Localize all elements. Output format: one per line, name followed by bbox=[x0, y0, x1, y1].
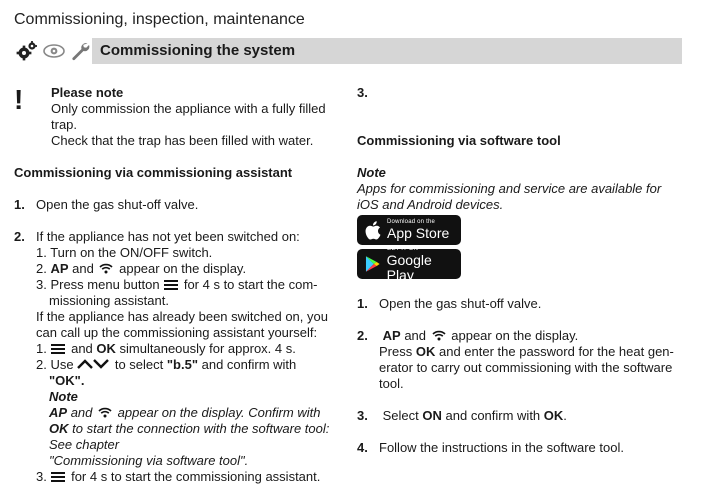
note-title: Note bbox=[357, 165, 386, 180]
warning-mark: ! bbox=[14, 84, 24, 115]
google-play-badge[interactable] bbox=[357, 245, 461, 283]
list-item: 3. bbox=[357, 85, 368, 100]
note-title: Note bbox=[49, 389, 78, 404]
eye-icon bbox=[43, 43, 65, 59]
wrench-icon bbox=[70, 41, 90, 61]
note-line: "Commissioning via software tool". bbox=[49, 453, 249, 468]
sub-item: 2. AP and appear on the display. bbox=[36, 261, 247, 276]
sub-item: 1. Turn on the ON/OFF switch. bbox=[36, 245, 213, 260]
section-heading: Commissioning via software tool bbox=[357, 133, 561, 148]
note-line: iOS and Android devices. bbox=[357, 197, 504, 212]
chapter-icons bbox=[14, 38, 92, 64]
wifi-icon bbox=[99, 263, 113, 274]
google-play-big: Google Play bbox=[386, 251, 432, 283]
app-store-big: App Store bbox=[387, 225, 450, 241]
note-line: See chapter bbox=[49, 437, 120, 452]
note-line: Only commission the appliance with a fully filled bbox=[51, 101, 326, 116]
wifi-icon bbox=[432, 330, 446, 341]
list-item: 4. Follow the instructions in the software tool. bbox=[357, 440, 624, 455]
sub-item: 1. and OK simultaneously for approx. 4 s. bbox=[36, 341, 296, 356]
note-line: Check that the trap has been filled with water. bbox=[51, 133, 314, 148]
list-item: 1. Open the gas shut-off valve. bbox=[357, 296, 542, 311]
chapter-title: Commissioning the system bbox=[92, 38, 682, 64]
menu-icon bbox=[164, 280, 178, 290]
gears-icon bbox=[16, 41, 38, 61]
section-title: Commissioning, inspection, maintenance bbox=[14, 11, 305, 28]
menu-icon bbox=[51, 472, 65, 482]
sub-item: 3. for 4 s to start the commissioning assistant. bbox=[36, 469, 321, 484]
app-store-small: Download on the bbox=[387, 219, 436, 225]
list-item: 2. AP and appear on the display. bbox=[357, 328, 579, 343]
list-item-cont: tool. bbox=[379, 376, 404, 391]
list-item-cont: Press OK and enter the password for the heat gen- bbox=[379, 344, 674, 359]
section-heading: Commissioning via commissioning assistant bbox=[14, 165, 293, 180]
note-line: OK to start the connection with the software tool: bbox=[49, 421, 330, 436]
menu-icon bbox=[51, 344, 65, 354]
google-play-small: GET IT ON bbox=[386, 245, 419, 252]
list-item: 3. Select ON and confirm with OK. bbox=[357, 408, 567, 423]
paragraph-line: If the appliance has already been switched on, you bbox=[36, 309, 328, 324]
note-line: AP and appear on the display. Confirm with bbox=[49, 405, 321, 420]
chapter-bar bbox=[14, 38, 682, 64]
list-item: 2. If the appliance has not yet been switched on: bbox=[14, 229, 300, 244]
sub-item: 2. Use to select "b.5" and confirm with bbox=[36, 357, 297, 372]
paragraph-line: can call up the commissioning assistant yourself: bbox=[36, 325, 318, 340]
list-item-cont: erator to carry out commissioning with the software bbox=[379, 360, 673, 375]
note-line: trap. bbox=[51, 117, 78, 132]
google-play-icon bbox=[365, 255, 381, 273]
up-down-arrows-icon bbox=[77, 358, 111, 370]
list-item: 1. Open the gas shut-off valve. bbox=[14, 197, 199, 212]
sub-item-cont: missioning assistant. bbox=[49, 293, 169, 308]
sub-item: 3. Press menu button for 4 s to start the com- bbox=[36, 277, 318, 292]
apple-icon bbox=[365, 221, 381, 240]
wifi-icon bbox=[98, 407, 112, 418]
sub-item-cont: "OK". bbox=[49, 373, 85, 388]
app-store-badge[interactable] bbox=[357, 215, 461, 245]
note-line: Apps for commissioning and service are available for bbox=[357, 181, 662, 196]
note-title: Please note bbox=[51, 85, 124, 100]
